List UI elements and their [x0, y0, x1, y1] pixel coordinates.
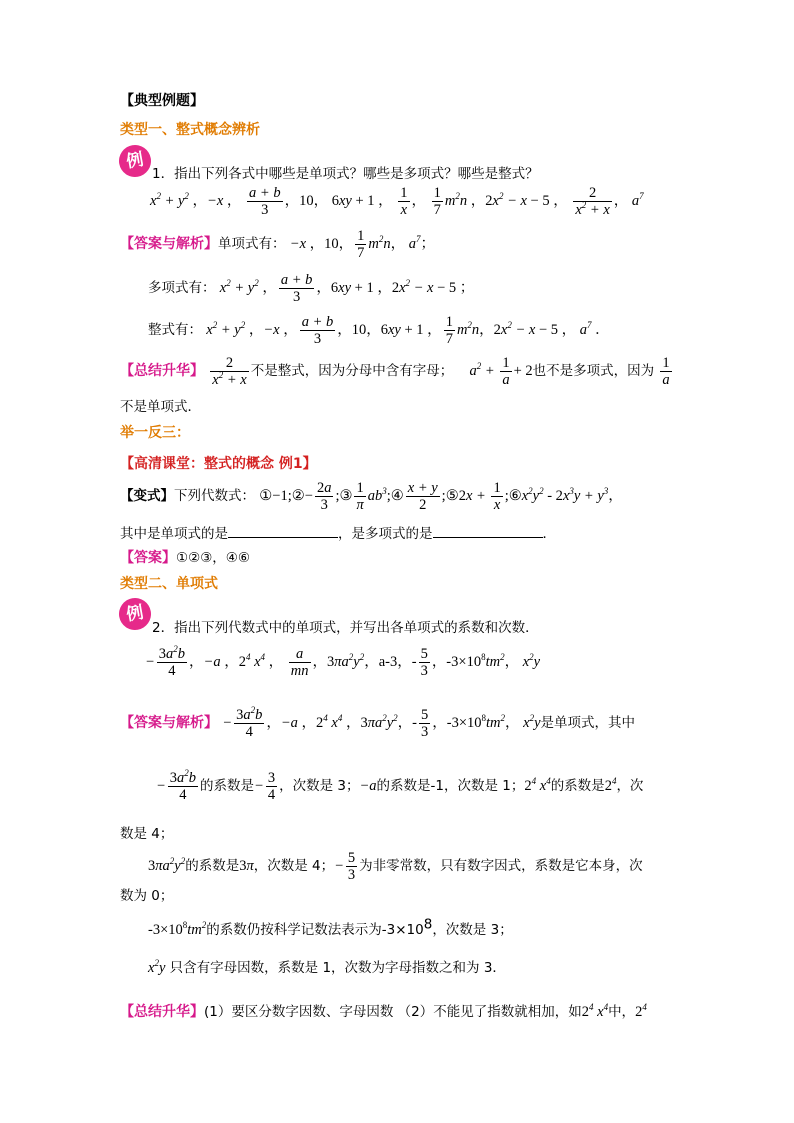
l2-d: 的系数是 — [550, 777, 605, 794]
l6-b: ，次数是 3； — [432, 922, 513, 938]
type2-answer-line-2: − $\frac{3a^2b}{4}$ 的系数是− $\frac{3}{4}$ ，次数是 3；−a的系数是-1，次数是 1；$2^4$ $x^4$的系数是$2^4$，次 — [156, 768, 644, 803]
practice-answer-label: 【答案】 — [120, 550, 176, 566]
variant-line: 【变式】下列代数式： ①−1;②− $\frac{2a}{3}$ ;③ $\frac{1}{\pi}$ $ab^3;④$ $\frac{x + y}{2}$ ;⑤2x + $\frac{1}{x}$ $;⑥x^2y^2 - 2x^3y + y^3$， — [120, 480, 623, 513]
summary-text-1: 不是整式，因为分母中含有字母； — [250, 362, 454, 379]
line2-a: 其中是单项式的是 — [120, 526, 228, 542]
type2-summary-text: (1）要区分数字因数、字母因数 （2）不能见了指数就相加，如 — [204, 1004, 582, 1020]
l2-a: 的系数是 — [200, 777, 255, 794]
int-label: 整式有： — [148, 321, 202, 338]
expression-list-2: − $\frac{3a^2b}{4}$ ，−a ，$2^4$ $x^4$ ， $\frac{a}{mn}$ ，$3\pi a^2y^2$，a-3，- $\frac{5}{3}$ ，$-3\times 10^8tm^2$， $x^2y$ — [145, 644, 541, 679]
answer-line-1: 【答案与解析】单项式有： −x ，10， $\frac{1}{7}$ $m^2n$， $a^7$； — [120, 228, 436, 261]
question-1: 1．指出下列各式中哪些是单项式？哪些是多项式？哪些是整式？ — [152, 166, 539, 182]
summary-line-1: 【总结升华】 $\frac{2}{x^2 + x}$ 不是整式，因为分母中含有字母； $a^2$ + $\frac{1}{a}$ + 2也不是多项式，因为 $\frac{1}{a}$ — [120, 355, 670, 388]
practice-title: 举一反三： — [120, 425, 190, 441]
example-badge: 例 — [116, 142, 153, 179]
variant-label: 【变式】 — [120, 487, 174, 504]
summary-text-2: 也不是多项式，因为 — [532, 362, 655, 379]
blank-poly[interactable] — [433, 525, 543, 538]
section-header: 【典型例题】 — [120, 93, 204, 109]
answer-label: 【答案与解析】 — [120, 235, 218, 252]
blank-mono[interactable] — [228, 525, 338, 538]
l4-c: 为非零常数，只有数字因式，系数是它本身，次 — [359, 857, 643, 874]
expression-list-1: $x^2 + y^2$ ，−x ， $\frac{a + b}{3}$ ，10， 6xy + 1 ， $\frac{1}{x}$ ， $\frac{1}{7}$ $m^2n$ ，$2x^2 - x - 5$ ， $\frac{2}{x^2 + x}$ ， $a^7$ — [150, 185, 644, 218]
l3: 数是 4； — [120, 826, 174, 842]
l2-e: ，次 — [616, 777, 644, 794]
l4-b: ，次数是 4； — [253, 857, 335, 874]
video-reference: 【高清课堂：整式的概念 例1】 — [120, 456, 317, 472]
type2-answer-line-6: $-3\times 10^8tm^2$的系数仍按科学记数法表示为$-3\times 10^8$，次数是 3； — [148, 916, 513, 938]
practice-answer-text: ①②③，④⑥ — [176, 550, 251, 566]
answer-line-3: 整式有： $x^2 + y^2$ ，−x ， $\frac{a + b}{3}$ ，10，6xy + 1 ， $\frac{1}{7}$ $m^2n$，$2x^2 - x - 5$ ， $a^7$ ． — [148, 314, 610, 347]
summary-text-3: 不是单项式． — [120, 399, 201, 415]
type2-answer-line-1: 【答案与解析】 − $\frac{3a^2b}{4}$ ，−a ，$2^4$ $x^4$ ，$3\pi a^2y^2$，- $\frac{5}{3}$ ，$-3\times 10^8tm^2$， $x^2y$是单项式，其中 — [120, 705, 636, 740]
type2-answer-line-7: $x^2y$ 只含有字母因数，系数是 1，次数为字母指数之和为 3． — [148, 958, 506, 976]
variant-question — [120, 522, 556, 542]
variant-text: 下列代数式： — [174, 487, 255, 504]
poly-label: 多项式有： — [148, 279, 216, 296]
type2-answer-label: 【答案与解析】 — [120, 714, 218, 731]
type2-summary-label: 【总结升华】 — [120, 1004, 204, 1020]
l6-a: 的系数仍按科学记数法表示为-3×10 — [206, 922, 424, 938]
type2-summary-tail: 中， — [608, 1004, 636, 1020]
type2-answer-line-4: $3\pi a^2y^2$的系数是3π，次数是 4；− $\frac{5}{3}$ 为非零常数，只有数字因式，系数是它本身，次 — [148, 850, 643, 883]
line2-c: ． — [542, 526, 556, 542]
type1-title: 类型一、整式概念辨析 — [120, 122, 260, 138]
l7: 只含有字母因数，系数是 1，次数为字母指数之和为 3． — [169, 960, 506, 976]
l4-a: 的系数是 — [185, 857, 240, 874]
type2-title: 类型二、单项式 — [120, 576, 218, 592]
answer-line-2: 多项式有： $x^2 + y^2$ ， $\frac{a + b}{3}$ ，6xy + 1 ，$2x^2 - x - 5$ ； — [148, 272, 475, 305]
l2-b: ，次数是 3； — [279, 777, 360, 794]
mono-label: 单项式有： — [218, 235, 286, 252]
example-badge-2: 例 — [116, 595, 153, 632]
type2-summary: 【总结升华】(1）要区分数字因数、字母因数 （2）不能见了指数就相加，如$2^4$ $x^4$中，$2^4$ — [120, 1002, 647, 1020]
l2-c: 的系数是-1，次数是 1； — [376, 777, 525, 794]
answer-tail: 是单项式，其中 — [540, 714, 636, 731]
l5: 数为 0； — [120, 888, 174, 904]
question-2: 2．指出下列代数式中的单项式，并写出各单项式的系数和次数． — [152, 620, 539, 636]
line2-b: ，是多项式的是 — [338, 526, 433, 542]
practice-answer — [120, 546, 250, 567]
summary-label: 【总结升华】 — [120, 362, 204, 379]
